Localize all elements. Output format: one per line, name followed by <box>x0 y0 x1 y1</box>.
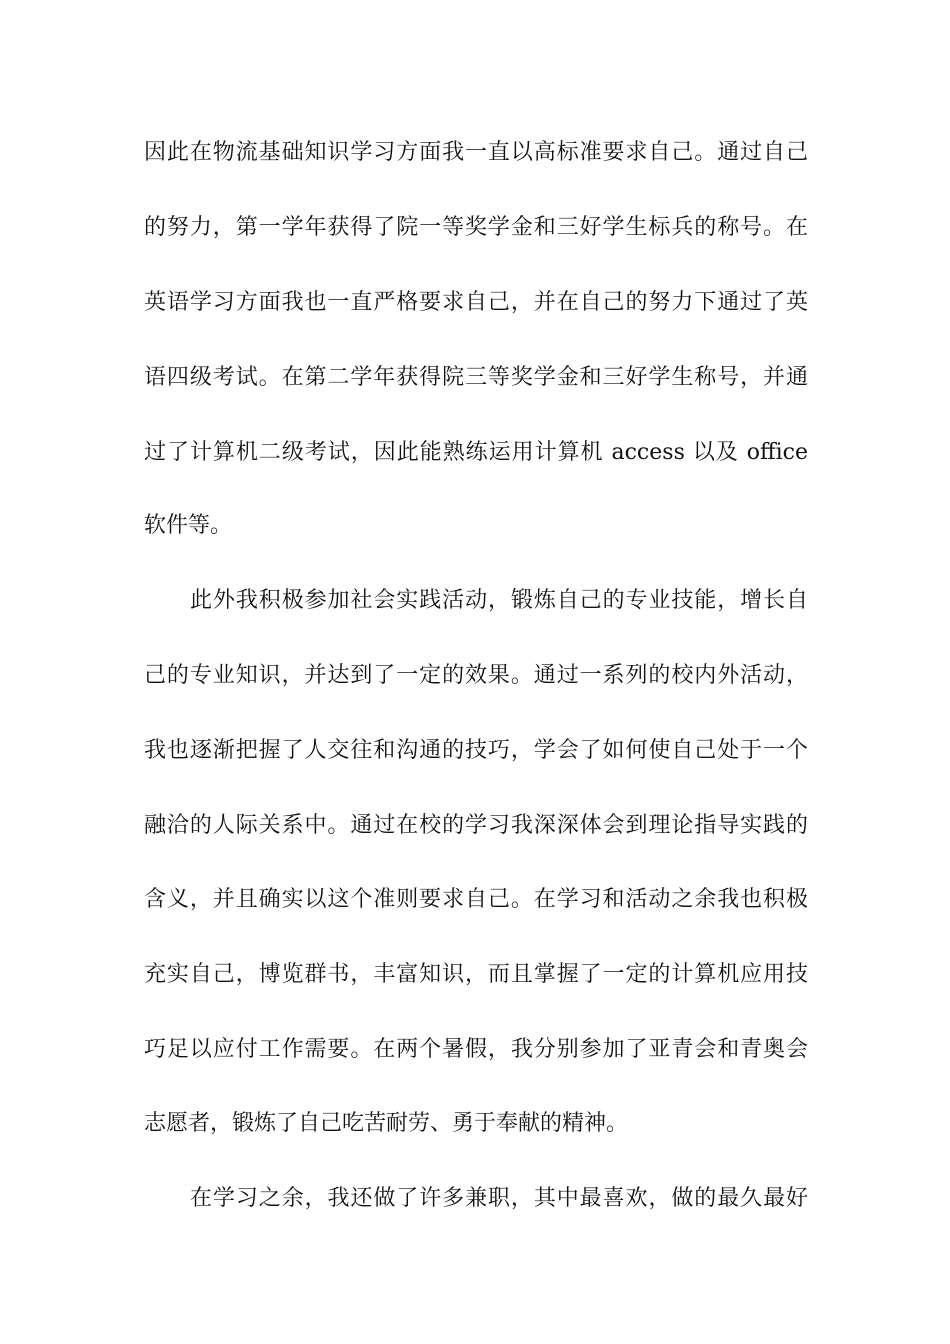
text-line: 因此在物流基础知识学习方面我一直以高标准要求自己。通过自己 <box>144 140 808 165</box>
text-line: 巧足以应付工作需要。在两个暑假，我分别参加了亚青会和青奥会 <box>144 1037 808 1062</box>
text-line: 软件等。 <box>144 513 233 538</box>
text-line: 己的专业知识，并达到了一定的效果。通过一系列的校内外活动， <box>144 663 808 688</box>
text-line: 英语学习方面我也一直严格要求自己，并在自己的努力下通过了英 <box>144 290 808 315</box>
text-line: 含义，并且确实以这个准则要求自己。在学习和活动之余我也积极 <box>144 887 808 912</box>
text-line: 语四级考试。在第二学年获得院三等奖学金和三好学生称号，并通 <box>144 365 808 390</box>
paragraph-first-line: 此外我积极参加社会实践活动，锻炼自己的专业技能，增长自 <box>190 588 808 613</box>
text-line: 过了计算机二级考试，因此能熟练运用计算机 access 以及 office <box>144 440 808 465</box>
text-line: 志愿者，锻炼了自己吃苦耐劳、勇于奉献的精神。 <box>144 1111 629 1136</box>
paragraph-first-line: 在学习之余，我还做了许多兼职，其中最喜欢，做的最久最好 <box>190 1186 808 1211</box>
text-line: 融洽的人际关系中。通过在校的学习我深深体会到理论指导实践的 <box>144 813 808 838</box>
text-line: 的努力，第一学年获得了院一等奖学金和三好学生标兵的称号。在 <box>144 215 808 240</box>
text-line: 我也逐渐把握了人交往和沟通的技巧，学会了如何使自己处于一个 <box>144 738 808 763</box>
text-line: 充实自己，博览群书，丰富知识，而且掌握了一定的计算机应用技 <box>144 962 808 987</box>
